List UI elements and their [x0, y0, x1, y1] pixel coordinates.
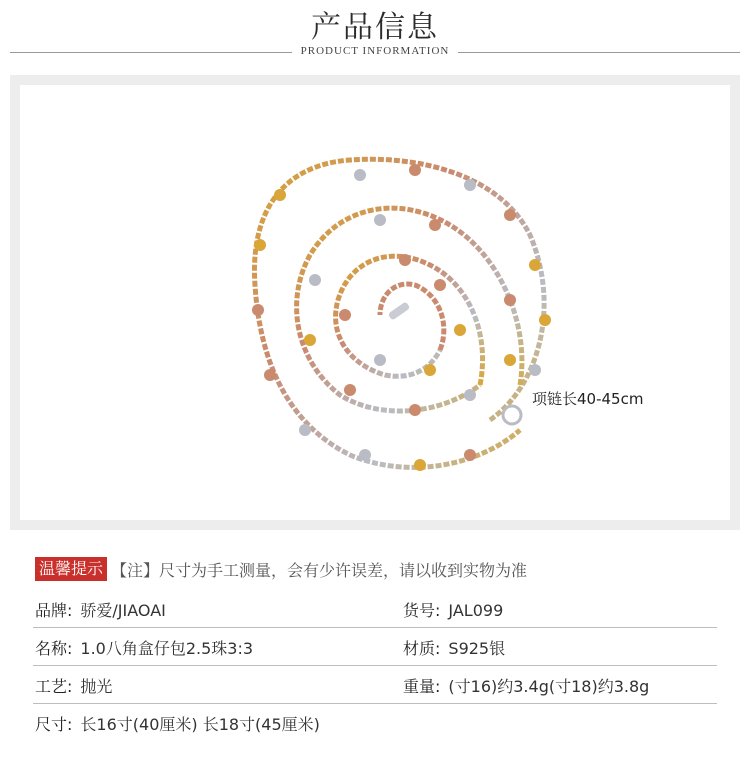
- spec-key: 尺寸:: [35, 715, 73, 734]
- spec-cell-brand: [35, 598, 166, 621]
- spec-cell-item-no: [403, 598, 503, 621]
- spec-value: 1.0八角盒仔包2.5珠3:3: [80, 639, 254, 658]
- product-photo: [20, 85, 730, 520]
- spec-row: [0, 666, 750, 704]
- spec-cell-material: [403, 636, 505, 659]
- spec-key: 工艺:: [35, 677, 73, 696]
- notice-bar: [35, 557, 527, 581]
- spec-key: 品牌:: [35, 601, 73, 620]
- notice-text: 【注】尺寸为手工测量，会有少许误差，请以收到实物为准: [111, 560, 528, 580]
- section-header: [0, 0, 750, 70]
- chain-tail: [380, 284, 444, 350]
- spec-cell-weight: [403, 674, 649, 697]
- section-subtitle: PRODUCT INFORMATION: [300, 45, 450, 57]
- spec-row: [0, 704, 750, 742]
- section-title: 产品信息: [311, 10, 439, 45]
- spec-cell-size: [35, 712, 320, 735]
- spec-key: 材质:: [403, 639, 441, 658]
- spec-value: S925银: [448, 639, 506, 658]
- spec-value: JAL099: [448, 601, 504, 620]
- spec-row: [0, 590, 750, 628]
- spec-key: 重量:: [403, 677, 441, 696]
- spec-value: (寸16)约3.4g(寸18)约3.8g: [448, 677, 650, 696]
- clasp: [388, 301, 521, 424]
- chain-middle: [297, 208, 522, 411]
- spec-value: 长16寸(40厘米) 长18寸(45厘米): [80, 715, 320, 734]
- header-divider-right: [458, 52, 740, 53]
- spec-table: [0, 590, 750, 742]
- spec-value: 骄爱/JIAOAI: [80, 601, 166, 620]
- necklace-image: [20, 85, 730, 520]
- spec-row: [0, 628, 750, 666]
- spec-key: 名称:: [35, 639, 73, 658]
- chain-inner: [336, 256, 483, 385]
- product-photo-frame: [10, 75, 740, 530]
- spec-key: 货号:: [403, 601, 441, 620]
- notice-badge: 温馨提示: [35, 557, 107, 581]
- spec-cell-name: [35, 636, 253, 659]
- necklace-length-label: 项链长40-45cm: [532, 390, 644, 408]
- spec-value: 抛光: [80, 677, 113, 696]
- spec-cell-craft: [35, 674, 112, 697]
